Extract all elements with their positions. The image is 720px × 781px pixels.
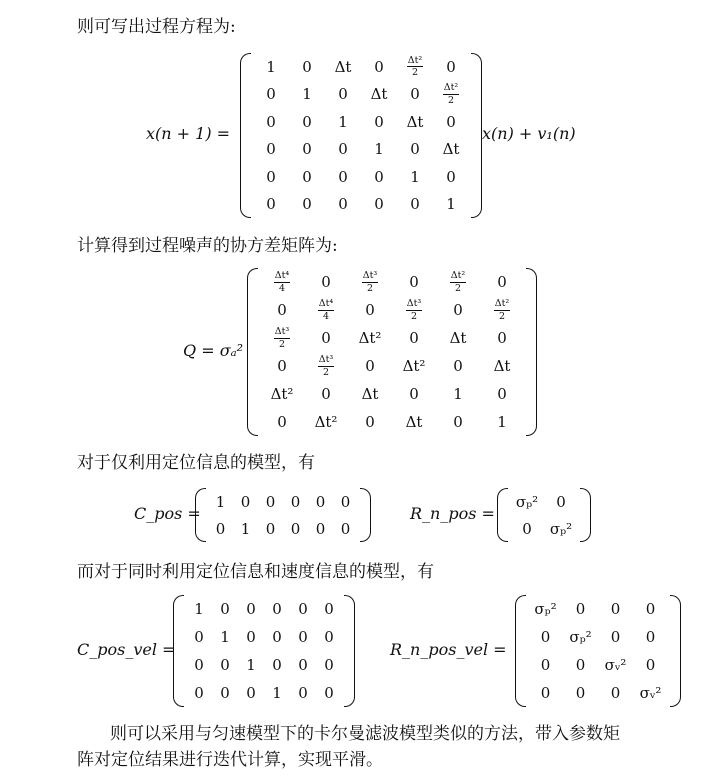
eq6-cell-r1-c3: 0 bbox=[610, 600, 621, 618]
eq2-cell-r3-c1: $\frac{\text{Δt³}}{2}$ bbox=[274, 326, 290, 350]
eq5-matrix bbox=[173, 595, 355, 707]
eq6-cell-r4-c1: 0 bbox=[540, 684, 551, 702]
eq5-cell-r1-c1: 1 bbox=[194, 600, 204, 618]
eq1-cell-r4-c1: 0 bbox=[266, 140, 276, 159]
eq2-cell-r3-c6: 0 bbox=[497, 329, 507, 347]
eq1-cell-r6-c6: 1 bbox=[446, 195, 456, 214]
left-paren bbox=[173, 595, 184, 707]
eq3-cell-r1-c4: 0 bbox=[290, 492, 301, 511]
eq3-cell-r1-c1: 1 bbox=[215, 492, 226, 511]
eq3-cell-r1-c5: 0 bbox=[315, 492, 326, 511]
eq2-matrix-table bbox=[260, 268, 524, 436]
eq2-cell-r1-c5: $\frac{\text{Δt²}}{2}$ bbox=[450, 270, 466, 294]
eq1-cell-r1-c5: $\frac{\text{Δt²}}{2}$ bbox=[407, 54, 423, 79]
eq5-cell-r2-c6: 0 bbox=[324, 628, 334, 646]
eq6-cell-r1-c4: 0 bbox=[645, 600, 656, 618]
eq2-cell-r1-c4: 0 bbox=[409, 273, 419, 291]
eq6-matrix bbox=[515, 595, 681, 707]
eq1-cell-r5-c3: 0 bbox=[338, 167, 348, 186]
eq2-cell-r5-c6: 0 bbox=[497, 385, 507, 403]
right-paren bbox=[580, 488, 591, 542]
eq1-cell-r2-c2: 1 bbox=[302, 85, 312, 104]
eq2-lhs: Q = σₐ² bbox=[183, 341, 244, 360]
eq2-cell-r2-c1: 0 bbox=[277, 301, 287, 319]
eq6-cell-r2-c3: 0 bbox=[610, 628, 621, 646]
eq6-cell-r3-c3: σᵥ² bbox=[604, 656, 627, 674]
eq2-cell-r4-c6: Δt bbox=[493, 357, 511, 375]
eq6-cell-r1-c1: σₚ² bbox=[534, 600, 557, 618]
eq1-cell-r1-c1: 1 bbox=[266, 57, 276, 76]
eq5-cell-r2-c4: 0 bbox=[272, 628, 282, 646]
eq6-cell-r3-c2: 0 bbox=[575, 656, 586, 674]
eq1-cell-r5-c1: 0 bbox=[266, 167, 276, 186]
eq1-cell-r1-c6: 0 bbox=[446, 57, 456, 76]
paragraph-process-equation-intro: 则可写出过程方程为: bbox=[77, 17, 236, 37]
eq2-cell-r3-c2: 0 bbox=[321, 329, 331, 347]
eq1-cell-r1-c3: Δt bbox=[334, 57, 352, 76]
paragraph-conclusion-line-2: 阵对定位结果进行迭代计算，实现平滑。 bbox=[77, 750, 383, 770]
eq1-cell-r2-c3: 0 bbox=[338, 85, 348, 104]
right-paren bbox=[670, 595, 681, 707]
left-paren bbox=[240, 53, 251, 218]
eq1-cell-r3-c1: 0 bbox=[266, 112, 276, 131]
eq3-matrix-table bbox=[208, 488, 358, 542]
eq1-cell-r3-c5: Δt bbox=[406, 112, 424, 131]
eq5-matrix-table bbox=[186, 595, 342, 707]
eq5-cell-r3-c3: 1 bbox=[246, 656, 256, 674]
eq5-cell-r3-c2: 0 bbox=[220, 656, 230, 674]
eq1-cell-r3-c6: 0 bbox=[446, 112, 456, 131]
eq2-cell-r2-c3: 0 bbox=[365, 301, 375, 319]
eq2-cell-r2-c6: $\frac{\text{Δt²}}{2}$ bbox=[494, 298, 510, 322]
eq2-cell-r2-c2: $\frac{\text{Δt⁴}}{4}$ bbox=[318, 298, 334, 322]
eq3-cell-r1-c2: 0 bbox=[240, 492, 251, 511]
eq4-cell-r2-c2: σₚ² bbox=[549, 519, 573, 538]
paragraph-position-model-intro: 对于仅利用定位信息的模型，有 bbox=[77, 453, 315, 473]
eq2-cell-r4-c2: $\frac{\text{Δt³}}{2}$ bbox=[318, 354, 334, 378]
eq1-cell-r6-c4: 0 bbox=[374, 195, 384, 214]
eq5-cell-r3-c4: 0 bbox=[272, 656, 282, 674]
eq5-cell-r3-c1: 0 bbox=[194, 656, 204, 674]
eq5-cell-r2-c1: 0 bbox=[194, 628, 204, 646]
eq3-cell-r2-c4: 0 bbox=[290, 519, 301, 538]
left-paren bbox=[247, 268, 258, 436]
eq4-cell-r1-c2: 0 bbox=[556, 492, 566, 511]
eq5-cell-r4-c6: 0 bbox=[324, 684, 334, 702]
eq1-cell-r2-c6: $\frac{\text{Δt²}}{2}$ bbox=[443, 82, 459, 106]
eq2-cell-r1-c1: $\frac{\text{Δt⁴}}{4}$ bbox=[274, 270, 290, 294]
eq2-cell-r3-c3: Δt² bbox=[358, 329, 382, 347]
eq1-cell-r5-c5: 1 bbox=[410, 167, 420, 186]
eq6-cell-r2-c2: σₚ² bbox=[569, 628, 592, 646]
eq3-cell-r1-c3: 0 bbox=[265, 492, 276, 511]
paragraph-noise-covariance-intro: 计算得到过程噪声的协方差矩阵为: bbox=[77, 236, 338, 256]
eq3-cell-r2-c6: 0 bbox=[340, 519, 351, 538]
eq2-cell-r5-c4: 0 bbox=[409, 385, 419, 403]
eq2-cell-r6-c1: 0 bbox=[277, 413, 287, 431]
eq2-cell-r4-c5: 0 bbox=[453, 357, 463, 375]
eq1-cell-r5-c4: 0 bbox=[374, 167, 384, 186]
eq4-matrix bbox=[497, 488, 591, 542]
eq6-cell-r4-c2: 0 bbox=[575, 684, 586, 702]
eq2-cell-r4-c3: 0 bbox=[365, 357, 375, 375]
eq1-cell-r6-c1: 0 bbox=[266, 195, 276, 214]
eq1-cell-r3-c3: 1 bbox=[338, 112, 348, 131]
eq1-cell-r5-c6: 0 bbox=[446, 167, 456, 186]
eq1-cell-r2-c1: 0 bbox=[266, 85, 276, 104]
eq2-cell-r6-c6: 1 bbox=[497, 413, 507, 431]
eq4-cell-r1-c1: σₚ² bbox=[515, 492, 539, 511]
eq5-cell-r3-c5: 0 bbox=[298, 656, 308, 674]
eq2-matrix bbox=[247, 268, 537, 436]
eq1-cell-r4-c3: 0 bbox=[338, 140, 348, 159]
eq1-cell-r3-c4: 0 bbox=[374, 112, 384, 131]
eq6-cell-r4-c4: σᵥ² bbox=[639, 684, 662, 702]
eq2-cell-r5-c2: 0 bbox=[321, 385, 331, 403]
eq2-cell-r1-c6: 0 bbox=[497, 273, 507, 291]
eq2-cell-r1-c2: 0 bbox=[321, 273, 331, 291]
eq1-lhs: x(n + 1) = bbox=[146, 124, 231, 143]
eq4-matrix-table bbox=[510, 488, 578, 542]
eq2-cell-r3-c5: Δt bbox=[449, 329, 467, 347]
eq1-rhs: x(n) + v₁(n) bbox=[482, 124, 576, 143]
eq1-cell-r2-c4: Δt bbox=[370, 85, 388, 104]
eq1-cell-r5-c2: 0 bbox=[302, 167, 312, 186]
eq2-cell-r6-c4: Δt bbox=[405, 413, 423, 431]
right-paren bbox=[360, 488, 371, 542]
eq2-cell-r5-c3: Δt bbox=[361, 385, 379, 403]
eq5-lhs: C_pos_vel = bbox=[77, 640, 176, 659]
eq6-cell-r2-c1: 0 bbox=[540, 628, 551, 646]
eq2-cell-r5-c1: Δt² bbox=[270, 385, 294, 403]
eq5-cell-r1-c6: 0 bbox=[324, 600, 334, 618]
eq2-cell-r6-c5: 0 bbox=[453, 413, 463, 431]
eq5-cell-r4-c4: 1 bbox=[272, 684, 282, 702]
eq1-cell-r6-c2: 0 bbox=[302, 195, 312, 214]
eq6-cell-r3-c4: 0 bbox=[645, 656, 656, 674]
eq5-cell-r2-c2: 1 bbox=[220, 628, 230, 646]
eq5-cell-r2-c3: 0 bbox=[246, 628, 256, 646]
left-paren bbox=[497, 488, 508, 542]
eq3-lhs: C_pos = bbox=[134, 504, 201, 523]
eq2-cell-r6-c3: 0 bbox=[365, 413, 375, 431]
paragraph-conclusion-line-1: 则可以采用与匀速模型下的卡尔曼滤波模型类似的方法，带入参数矩 bbox=[110, 724, 620, 744]
eq1-cell-r3-c2: 0 bbox=[302, 112, 312, 131]
eq6-cell-r4-c3: 0 bbox=[610, 684, 621, 702]
eq5-cell-r3-c6: 0 bbox=[324, 656, 334, 674]
eq3-cell-r2-c1: 0 bbox=[215, 519, 226, 538]
eq2-cell-r2-c5: 0 bbox=[453, 301, 463, 319]
eq1-matrix bbox=[240, 53, 482, 218]
eq1-cell-r4-c2: 0 bbox=[302, 140, 312, 159]
eq1-cell-r4-c4: 1 bbox=[374, 140, 384, 159]
eq3-cell-r2-c5: 0 bbox=[315, 519, 326, 538]
eq2-cell-r4-c4: Δt² bbox=[402, 357, 426, 375]
eq1-cell-r4-c5: 0 bbox=[410, 140, 420, 159]
eq1-cell-r2-c5: 0 bbox=[410, 85, 420, 104]
eq1-matrix-table bbox=[253, 53, 469, 218]
eq6-cell-r1-c2: 0 bbox=[575, 600, 586, 618]
eq2-cell-r4-c1: 0 bbox=[277, 357, 287, 375]
eq6-lhs: R_n_pos_vel = bbox=[390, 640, 507, 659]
eq2-cell-r3-c4: 0 bbox=[409, 329, 419, 347]
eq5-cell-r4-c3: 0 bbox=[246, 684, 256, 702]
eq1-cell-r4-c6: Δt bbox=[442, 140, 460, 159]
eq3-cell-r1-c6: 0 bbox=[340, 492, 351, 511]
eq2-cell-r5-c5: 1 bbox=[453, 385, 463, 403]
eq4-lhs: R_n_pos = bbox=[410, 504, 495, 523]
eq5-cell-r4-c1: 0 bbox=[194, 684, 204, 702]
right-paren bbox=[344, 595, 355, 707]
eq6-matrix-table bbox=[528, 595, 668, 707]
eq1-cell-r6-c5: 0 bbox=[410, 195, 420, 214]
eq1-cell-r1-c2: 0 bbox=[302, 57, 312, 76]
paragraph-position-velocity-model-intro: 而对于同时利用定位信息和速度信息的模型，有 bbox=[77, 562, 434, 582]
eq5-cell-r2-c5: 0 bbox=[298, 628, 308, 646]
eq3-matrix bbox=[195, 488, 371, 542]
eq4-cell-r2-c1: 0 bbox=[522, 519, 532, 538]
eq2-cell-r6-c2: Δt² bbox=[314, 413, 338, 431]
eq6-cell-r3-c1: 0 bbox=[540, 656, 551, 674]
eq5-cell-r4-c5: 0 bbox=[298, 684, 308, 702]
eq5-cell-r1-c5: 0 bbox=[298, 600, 308, 618]
eq1-cell-r6-c3: 0 bbox=[338, 195, 348, 214]
left-paren bbox=[515, 595, 526, 707]
eq2-cell-r1-c3: $\frac{\text{Δt³}}{2}$ bbox=[362, 270, 378, 294]
eq5-cell-r1-c3: 0 bbox=[246, 600, 256, 618]
eq3-cell-r2-c2: 1 bbox=[240, 519, 251, 538]
eq5-cell-r1-c2: 0 bbox=[220, 600, 230, 618]
left-paren bbox=[195, 488, 206, 542]
eq6-cell-r2-c4: 0 bbox=[645, 628, 656, 646]
eq3-cell-r2-c3: 0 bbox=[265, 519, 276, 538]
right-paren bbox=[526, 268, 537, 436]
eq1-cell-r1-c4: 0 bbox=[374, 57, 384, 76]
eq5-cell-r4-c2: 0 bbox=[220, 684, 230, 702]
eq5-cell-r1-c4: 0 bbox=[272, 600, 282, 618]
right-paren bbox=[471, 53, 482, 218]
eq2-cell-r2-c4: $\frac{\text{Δt³}}{2}$ bbox=[406, 298, 422, 322]
